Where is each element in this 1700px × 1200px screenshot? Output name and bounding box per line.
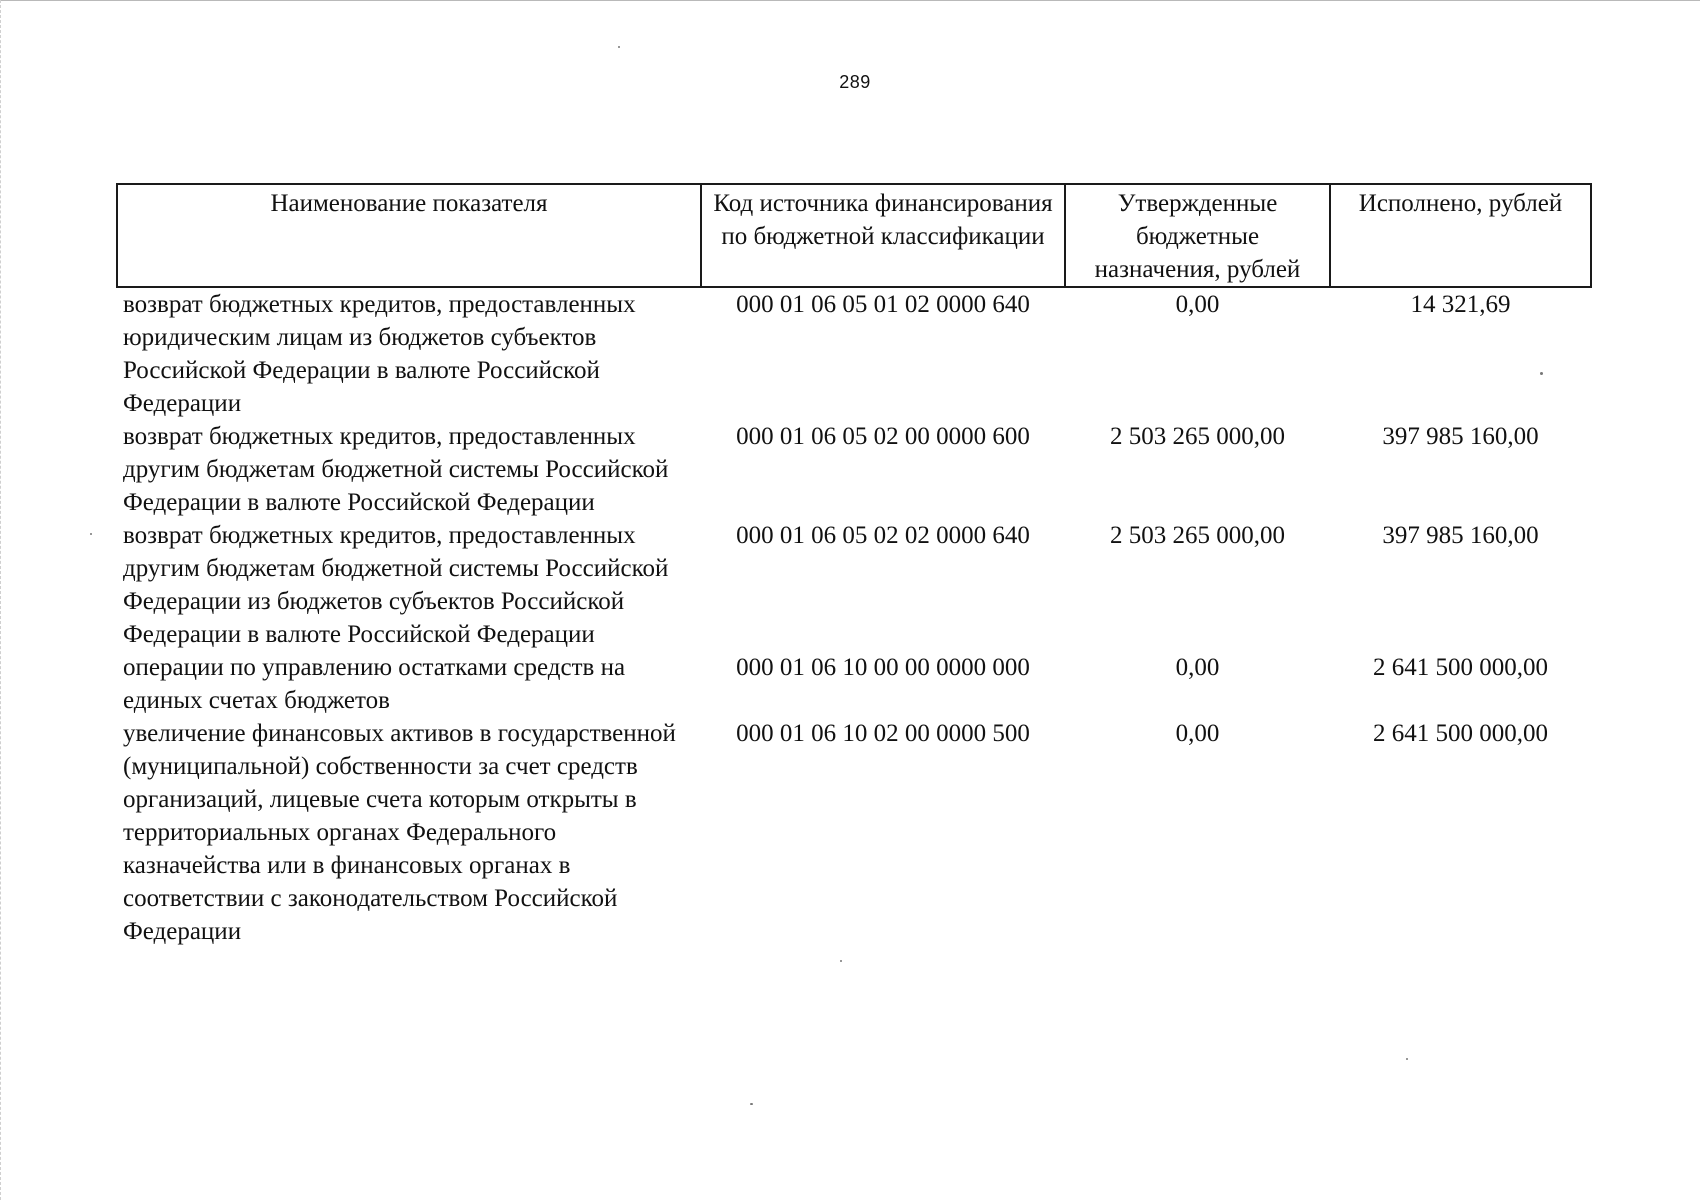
page-number: 289 [839,72,871,92]
source-code: 000 01 06 10 02 00 0000 500 [736,720,1030,747]
scan-speck [90,533,92,535]
scan-edge-top [0,0,1700,5]
executed-amount: 397 985 160,00 [1382,423,1539,450]
executed-amount: 2 641 500 000,00 [1373,654,1548,681]
indicator-name: возврат бюджетных кредитов, предоставленных другим бюджетам бюджетной системы Российской Федерации в валюте Российской Федерации [123,423,669,516]
table-body [117,287,1591,948]
scan-speck [1406,1058,1408,1060]
table-row [117,420,1591,519]
scan-speck [840,960,842,962]
source-code: 000 01 06 10 00 00 0000 000 [736,654,1030,681]
executed-amount: 397 985 160,00 [1382,522,1539,549]
header-executed: Исполнено, рублей [1330,184,1591,287]
approved-amount: 0,00 [1175,654,1220,681]
header-row [117,184,1591,287]
indicator-name: операции по управлению остатками средств на единых счетах бюджетов [123,654,626,714]
executed-amount: 2 641 500 000,00 [1373,720,1548,747]
table-row [117,287,1591,420]
source-code: 000 01 06 05 02 02 0000 640 [736,522,1030,549]
scan-speck [1540,372,1543,375]
scan-speck [750,1103,753,1105]
approved-amount: 0,00 [1175,720,1220,747]
header-indicator-name: Наименование показателя [117,184,701,287]
table-row [117,717,1591,948]
scan-edge-left [0,0,4,1200]
table-header [117,184,1591,287]
scan-speck [618,46,620,48]
source-code: 000 01 06 05 02 00 0000 600 [736,423,1030,450]
header-source-code: Код источника финансирования по бюджетной классификации [701,184,1065,287]
budget-sources-table [116,183,1592,948]
indicator-name: увеличение финансовых активов в государственной (муниципальной) собственности за счет средств организаций, лицевые счета которым открыты в территориальных органах Федерального казначейства или в финансовых органах в соответствии с законодательством Российской Федерации [123,720,676,945]
table-row [117,519,1591,651]
source-code: 000 01 06 05 01 02 0000 640 [736,291,1030,318]
executed-amount: 14 321,69 [1410,291,1511,318]
indicator-name: возврат бюджетных кредитов, предоставленных юридическим лицам из бюджетов субъектов Российской Федерации в валюте Российской Федерации [123,291,636,417]
approved-amount: 2 503 265 000,00 [1110,522,1285,549]
indicator-name: возврат бюджетных кредитов, предоставленных другим бюджетам бюджетной системы Российской Федерации из бюджетов субъектов Российской Федерации в валюте Российской Федерации [123,522,669,648]
approved-amount: 2 503 265 000,00 [1110,423,1285,450]
table-row [117,651,1591,717]
approved-amount: 0,00 [1175,291,1220,318]
header-approved-budget: Утвержденные бюджетные назначения, рублей [1065,184,1330,287]
